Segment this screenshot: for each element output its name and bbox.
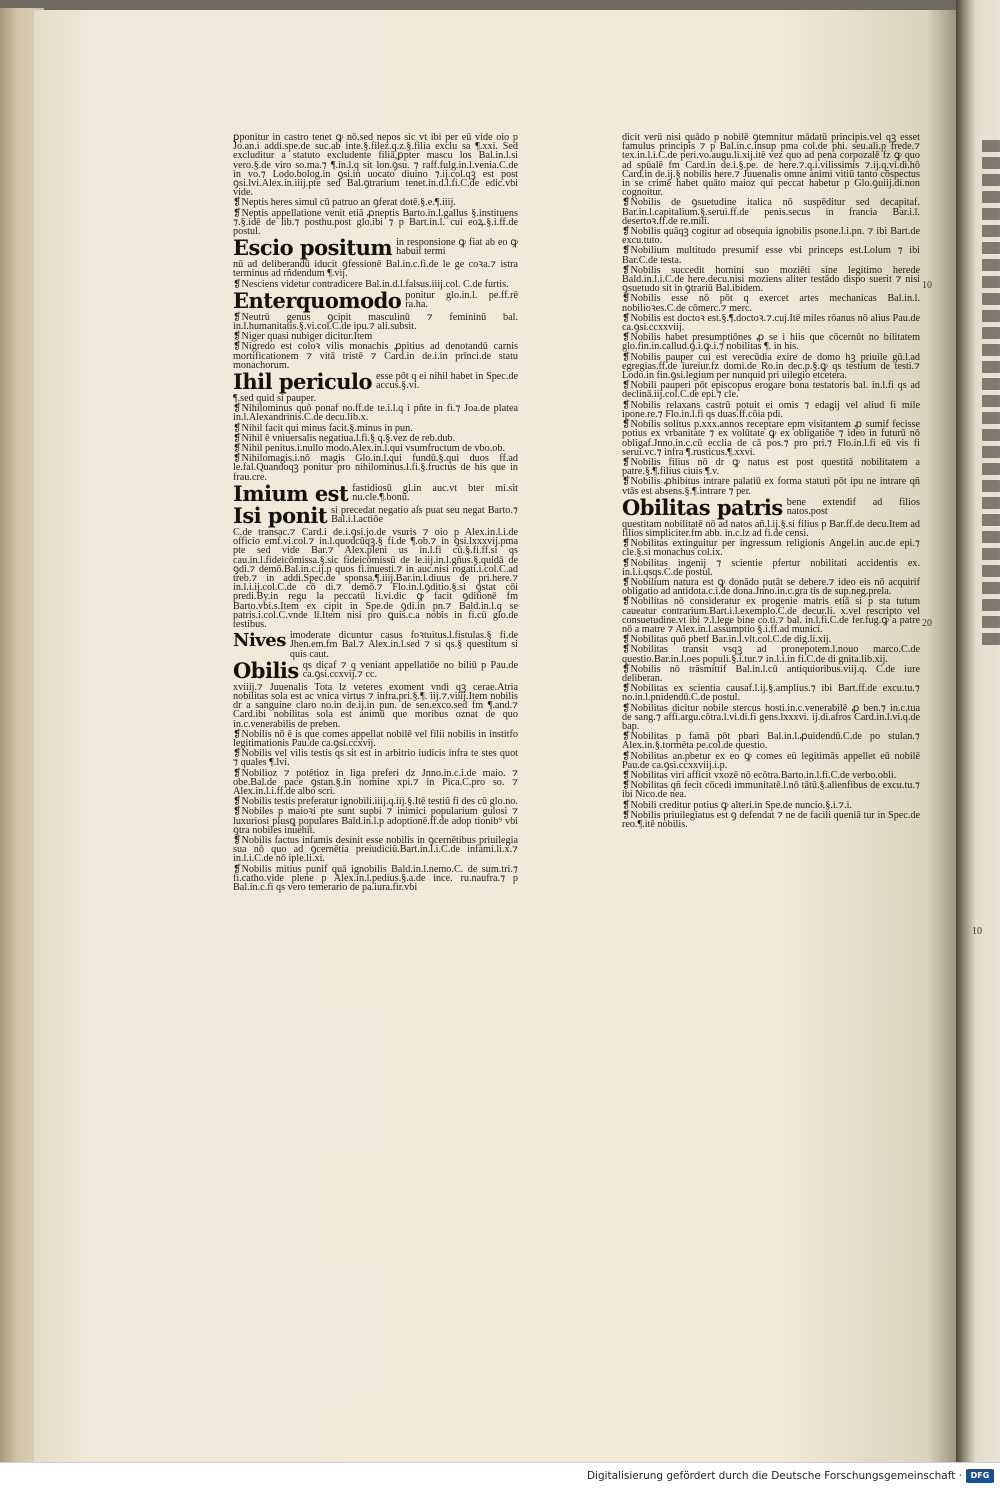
lemma-word: Nives xyxy=(233,630,286,652)
lemma-heading xyxy=(233,657,518,683)
lemma-heading xyxy=(233,235,518,261)
text-entry: ❡ Nobilitas p famā pōt pbari Bal.in.l.ꝓuidendū.C.de po stulan.⁊ Alex.in.§.tormēta pe.col.de questio. xyxy=(622,732,920,750)
lemma-word: Enterquomodo xyxy=(233,287,402,313)
lemma-heading xyxy=(233,502,518,528)
funding-credit: Digitalisierung gefördert durch die Deutsche Forschungsgemeinschaft · xyxy=(586,1470,962,1482)
lemma-text: fastidiosū gl.in auc.vt bter mi.sit nu.cle.¶.bonū. xyxy=(352,482,518,504)
right-text-column xyxy=(622,133,920,830)
lemma-text: imoderate dicuntur casus foꝛtuitus.l.fistulas.§ fi.de Jhen.em.fm Bal.⁊ Alex.in.l.sed ⁊ si qs.§ questitum si quis caut. xyxy=(289,630,518,660)
text-entry: ❡ Nobilis filius nō dr ꝙ natus est post questitā nobilitatem a patre.§.¶.filius ciuis ¶.v. xyxy=(622,458,920,476)
text-entry: ❡ Nobilitas quō pbetf Bar.in.l.vlt.col.C.de dig.li.xij. xyxy=(622,635,920,644)
lemma-heading xyxy=(622,494,920,520)
text-entry: ❡ Nobilis factus infamis desinit esse nobilis in ꝯcernētibus priuilegia sua nō quo ad ꝯcernētia preiudiciū.Bart.in.l.i.C.de infami.li.x.⁊ in.l.i.C.de nō iple.li.xi. xyxy=(233,836,518,864)
lemma-word: Obilitas patris xyxy=(622,494,783,520)
text-entry: xviiij.⁊ Juuenalis Tota lz veteres exoment vndi qꝫ cerae.Atria nobilitas sola est ac vnica virtus ⁊ infra.pri.§.¶. iij.⁊.viiij.Item nobilis dr a sanguine claro no.in de.ij.in pun. de sen.exco.sed fm ¶.and.⁊ Card.ibi nobilitas sola est animū que moribus oznat de quo in.c.venerabilis de preben. xyxy=(233,681,518,730)
text-entry: C.de transac.⁊ Card.i de.i.ꝯsi.jo.de vsuris ⁊ oio p Alex.in.l.i.de officio emf.vi.col.⁊ in.l.quodcūqꝫ.§ fi.de ¶.ob.⁊ in ꝯsi.lxxxvij.pma pte sed vide Bar.⁊ Alex.pleni us in.l.fi cū.§.fi.ff.si qs cau.in.l.fideicōmissa.§.sic fideicōmissū de le.iij.in.l.gñus.§.quidā de ꝯdi.⁊ demō.Bal.in.c.ij.p quos fi.inuesti.⁊ in auc.nisi rogati.i.col.C.ad treb.⁊ in addi.Spec.de sponsa.¶.iiij.Bar.in.l.diuus de pri.here.⁊ in.l.i.ij.col.C.de cō di.⁊ demō.⁊ Flo.in.l.ꝯditio.§.si ꝯstat cōi predi.By.in regu la peccatū li.vi.dic ꝙ facit ꝯditionē fm Barto.vbi.s.Item ex cipit in Spe.de ꝯdi.in pn.⁊ Bald.in.l.q se patris.i.col.C.vnde li.Item nisi pro ꝗuis.c.a nobis in fi.cū glo.de testibus. xyxy=(233,526,518,630)
text-entry: ꝑponitur in castro tenet ꝙ nō.sed nepos sic vt ibi per eū vide oio p Jo.an.i addi.spe.de suc.ab inte.§.filez.q.z.§.filia exclu sa ¶.xxi. Sed excluditur a statuto excludente filiā,ꝑpter mascu los Bal.in.l.si vero.§.de viro so.ma.⁊ ¶.in.l.q sit lon.ꝯsu. ⁊ raff.fulg.in.l.venia.C.de in vo.⁊ Lodo.bolog.in ꝯsi.in uocato diuino ⁊.ij.col.qꝫ est post ꝯsi.lvi.Alex.in.iiij.pte sed Bal.ꝯtrarium tenet.in.d.l.fi.C.de edic.vbi vide. xyxy=(233,132,518,199)
text-entry: ❡ Nobilitas viri afficit vxozē nō ecōtra.Barto.in.l.fi.C.de verbo.obli. xyxy=(622,771,920,780)
text-entry: ❡ Nobilitas nō consideratur ex progenie matris etiā si p sta tutum caueatur contrarium.Bart.i.l.exemplo.C.de decur.li. x.vel rescripto vel consuetudine.vt ibi ⁊.l.lege bine co.ti.⁊ bal. in.l.fi.C.de fer.fug.ꝙ a patre nō a matre ⁊ Alex.in.l.assumptio §.i.ff.ad munici. xyxy=(622,597,920,634)
left-text-column xyxy=(233,133,518,893)
text-entry: ❡ Nobilis est doctoꝛ est.§.¶.doctoꝛ.⁊.cuj.Itē miles rōanus nō alius Pau.de ca.ꝯsi.ccxxviij. xyxy=(622,314,920,332)
text-entry: ❡ Neptis heres simul cū patruo an ꝯferat dotē.§.e.¶.iiij. xyxy=(233,198,518,207)
lemma-word: Imium est xyxy=(233,480,349,506)
lemma-heading xyxy=(233,287,518,313)
text-entry: ❡ Nobilis nō ē is que comes appellat nobilē vel filii nobilis in institfo legitimationis Pau.de ca.ꝯsi.ccxvij. xyxy=(233,730,518,748)
text-entry: dicit verū nisi quādo p nobilē ꝯtemnitur mādatū principis.vel qꝫ esset famulus principis ⁊ p Bal.in.c.insup pma col.de phi. seu.ali.p frede.⁊ tex.in.l.i.C.de peri.vo.augu.li.xij.itē vez quo ad pena corpozalē fz ꝙ quo ad spūalē fm Card.in de.i.§.pe. de here.⁊.q.i.vilissimis ⁊.ij.q.vi.di.hō Card.in de.ij.§ nobilis here.⁊ Juuenalis omne animi vitiū tanto cōspectus in se crimē habet quāto maioz qui peccat habetur p Glo.ꝯuiij.di.non cognoitur. xyxy=(622,132,920,199)
text-entry: ❡ Nobilitas ex scientia causaf.l.ij.§.amplius.⁊ ibi Bart.ff.de excu.tu.⁊ no.in.l.pnidendū.C.de postul. xyxy=(622,684,920,702)
text-entry: ❡ Nobilitas extinguitur per ingressum religionis Angel.in auc.de epi.⁊ cle.§.si monachus col.ix. xyxy=(622,539,920,557)
text-entry: ❡ Nobilitas ingenij ⁊ scientie pfertur nobilitati accidentis ex. in.l.i.qsqs.C.de postul. xyxy=(622,559,920,577)
text-entry: ❡ Nobilis succedit homini suo moziēti sine legitimo herede Bald.in.l.i.C.de here.decu.nisi moziens aliter testādo dispo suerit ⁊ nisi ꝯsuetudo sit in ꝯtrariū Bal.ibidem. xyxy=(622,266,920,294)
text-entry: ❡ Nobilis quāqꝫ cogitur ad obsequia ignobilis psone.l.i.pn. ⁊ ibi Bart.de excu.tuto. xyxy=(622,227,920,245)
next-page-text-fragments xyxy=(982,140,1000,650)
lemma-word: Ihil periculo xyxy=(233,369,372,395)
text-entry: ❡ Nobilis testis preferatur ignobili.iiij.q.iij.§.Itē testiū fi des cū glo.no. xyxy=(233,797,518,806)
lemma-text: qs dicaf ⁊ q veniant appellatiōe no biliū p Pau.de ca.ꝯsi.ccxvij.⁊ cc. xyxy=(302,659,518,680)
margin-line-number: 20 xyxy=(922,618,932,629)
text-entry: ❡ Nobilitas dicitur nobile stercus hosti.in.c.venerabilē ꝓ ben.⁊ in.c.tua de sang.⁊ affi.argu.cōtra.l.vi.di.fi gens.lxxxvi. ij.di.afros Card.in.l.vi.q.de bap. xyxy=(622,704,920,732)
dfg-logo[interactable]: DFG xyxy=(966,1469,994,1483)
text-entry: ❡ Nobilis esse nō pōt q exercet artes mechanicas Bal.in.l. nobilioꝛes.C.de cōmerc.⁊ merc. xyxy=(622,294,920,312)
lemma-text: ponitur glo.in.l. pe.ff.rē ra.ha. xyxy=(405,289,518,311)
text-entry: ❡ Nobilis vel vilis testis qs sit est in arbitrio iudicis infra te stes quot ⁊ quales ¶.lvi. xyxy=(233,749,518,767)
text-entry: ❡ Neutrū genus ꝯcipit masculinū ⁊ femininū bal. in.l.humanitatis.§.vi.col.C.de ipu.⁊ ali.subsit. xyxy=(233,313,518,331)
margin-line-number: 10 xyxy=(922,280,932,291)
lemma-heading xyxy=(233,631,518,659)
text-entry: ❡ Nobilis nō trāsmittif Bal.in.l.cū antiquioribus.viij.q. C.de iure deliberan. xyxy=(622,665,920,683)
lemma-word: Isi ponit xyxy=(233,502,328,528)
text-entry: ❡ Niger quasi nubiger dicitur.Item xyxy=(233,332,518,341)
text-entry: ❡ Nobilis relaxans castrū potuit ei omis ⁊ edagij vel aliud fi mile ipone.re.⁊ Flo.in.l.fi qs duas.ff.cōia pdi. xyxy=(622,401,920,419)
text-entry: ❡ Nobilis habet presumptiōnes ꝓ se i hiis que cōcernūt no bilitatem glo.fin.in.callud.ꝯ.i.ꝙ.i.⁊ nobilitas ¶. in his. xyxy=(622,333,920,351)
text-entry: ❡ Nobilis mitius punif quā ignobilis Bald.in.l.nemo.C. de sum.tri.⁊ fi.catho.vide plene p Alex.in.l.pedius.§.a.de ince. ru.naufra.⁊ p Bal.in.c.fi qs vero temerario de pa.iura.fir.vbi xyxy=(233,865,518,893)
text-entry: ❡ Nobilium multitudo presumif esse vbi princeps est.Lolum ⁊ ibi Bar.C.de testa. xyxy=(622,246,920,264)
text-entry: ❡ Nobilis solitus p.xxx.annos receptare epm visitantem ꝓ sumif fecisse potius ex vrbanitate ⁊ ex volūtate ꝙ ex obligatiōe ⁊ ideo in futurū nō obligaf.Jnno.in.c.cū ecclia de cā pos.⁊ pro pri.⁊ Flo.in.l.fi eū vis fi serui.vc.⁊ infra ¶.rusticus.¶.xxvi. xyxy=(622,420,920,457)
lemma-word: Escio positum xyxy=(233,235,393,261)
text-entry: ❡ Nobilium natura est ꝙ donādo putāt se debere.⁊ ideo eis nō acquirif obligatio ad antidota.c.i.de dona.Jnno.in.c.gra tis de sup.neg.prela. xyxy=(622,578,920,596)
text-entry: ❡ Nobili creditur potius ꝙ alteri.in Spe.de nuncio.§.i.⁊.i. xyxy=(622,801,920,810)
lemma-text: in responsione ꝙ fiat ab eo ꝙ habuit termi xyxy=(396,237,518,258)
text-entry: ❡ Nigredo est coloꝛ vilis monachis ꝓpitius ad denotandū carnis mortificationem ⁊ vitā tristē ⁊ Card.in de.i.in prīnci.de statu monachorum. xyxy=(233,342,518,370)
text-entry: ❡ Nesciens videtur contradicere Bal.in.d.l.falsus.iiij.col. C.de furtis. xyxy=(233,280,518,289)
text-entry: ❡ Nobili pauperi pōt episcopus erogare bona testatoris bal. in.l.fi qs ad declinā.iij.col.C.de epi.⁊ cle. xyxy=(622,381,920,399)
text-entry: nū ad deliberandū iducit ꝯfessionē Bal.in.c.fi.de le ge coꝛa.⁊ istra terminus ad rñdendum ¶.vij. xyxy=(233,259,518,280)
lemma-heading xyxy=(233,369,518,395)
text-entry: ¶.sed quid si pauper. xyxy=(233,393,316,405)
text-entry: ❡ Nobilis ꝓhibitus intrare palatiū ex forma statuti pōt ipu ne intrare qñ vtās est absens.§.¶.intrare ⁊ per. xyxy=(622,477,920,495)
text-entry: questitam nobilitatē nō ad natos añ.l.ij.§.si filius p Bar.ff.de decu.Item ad filios simpliciter.fm abb. in.c.lz ad fi.de censi. xyxy=(622,518,920,539)
text-entry: ❡ Nihil penitus.i.nullo modo.Alex.in.l.qui vsumfructum de vbo.ob. xyxy=(233,444,518,453)
lemma-text: si precedat negatio aſs puat seu negat Barto.⁊ Bal.i.l.actiōe xyxy=(331,504,518,526)
text-entry: ❡ Nobilitas an.pbetur ex eo ꝙ comes eū legitimās appellet eū nobilē Pau.de ca.ꝯsi.ccxxviij.i.p. xyxy=(622,752,920,770)
text-entry: ❡ Nihilominus quō ponaf no.ff.de te.i.l.q i pñte in fi.⁊ Joa.de platea in.l.Alexandrinis.C.de decu.lib.x. xyxy=(233,404,518,422)
text-entry: ❡ Nobilis pauper cui est verecūdia exire de domo hꝫ priuile gū.l.ad egregias.ff.de iureiur.fz domi.de Ro.in dec.p.§.ꝙ qs testium de testi.⁊ Lodo.in fin.ꝯsi.legium per nunquid pri uilegio etcetera. xyxy=(622,353,920,381)
lemma-word: Obilis xyxy=(233,657,299,683)
text-entry: ❡ Nobilitas qñ fecit cōcedi immunitatē.l.nō tātū.§.alienfibus de excu.tu.⁊ ibi Nico.de nea. xyxy=(622,781,920,799)
lemma-text: bene extendif ad filios natos.post xyxy=(786,496,920,517)
text-entry: ❡ Nihil ē vniuersalis negatiua.l.fi.§ q.§.vez de reb.dub. xyxy=(233,434,518,443)
lemma-text: esse pōt q ei nihil habet in Spec.de accus.§.vi. xyxy=(375,371,518,392)
text-entry: ❡ Nobilioz ⁊ potētioz in liga preferi dz Jnno.in.c.i.de maio. ⁊ obe.Bal.de pace ꝯstan.§.in nomine xpi.⁊ in Pica.C.pro so. ⁊ Alex.in.l.i.ff.de albo scri. xyxy=(233,769,518,797)
text-entry: ❡ Nobiles p maioꝛi pte sunt supbi ⁊ inimici popularium gulosi ⁊ luxuriosi plusꝗ populares Bald.in.l.p adoptionē.ff.de adop tionib⁹ vbi ꝯtra nobiles inuehit. xyxy=(233,807,518,835)
text-entry: ❡ Nihil facit qui minus facit.§.minus in pun. xyxy=(233,424,518,433)
footer-bar xyxy=(0,1462,1000,1490)
text-entry: ❡ Nihilomagis.i.nō magis Glo.in.l.qui fundū.§.qui duos ff.ad le.fal.Quandoqꝫ ponitur pro nihilominus.l.fi.§.fructus de his que in frau.cre. xyxy=(233,454,518,482)
text-entry: ❡ Nobilitas transit vsqꝫ ad pronepotem.l.nouo marco.C.de questio.Bar.in.l.oes populi.§.i.tur.⁊ in.l.i.in fi.C.de di gnita.lib.xij. xyxy=(622,645,920,663)
text-entry: ❡ Nobilis de ꝯsuetudine italica nō suspēditur sed decapitaf. Bar.in.l.capitalium.§.serui.ff.de penis.secus in francia Bar.i.l. desertoꝛ.ff.de re.mili. xyxy=(622,198,920,226)
text-entry: ❡ Nobilis priuilegiatus est ꝯ defendat ⁊ ne de facili queniā tur in Spec.de reo.¶.itē nobilis. xyxy=(622,811,920,829)
margin-line-number: 10 xyxy=(972,926,982,937)
lemma-heading xyxy=(233,480,518,506)
text-entry: ❡ Neptis appellatione venit etiā ꝓneptis Barto.in.l.gallus §.instituens ⁊.§.idē de lib.⁊ posthu.post glo.ibi ⁊ p Bart.in.l. cui eoꝝ.§.i.ff.de postul. xyxy=(233,209,518,237)
